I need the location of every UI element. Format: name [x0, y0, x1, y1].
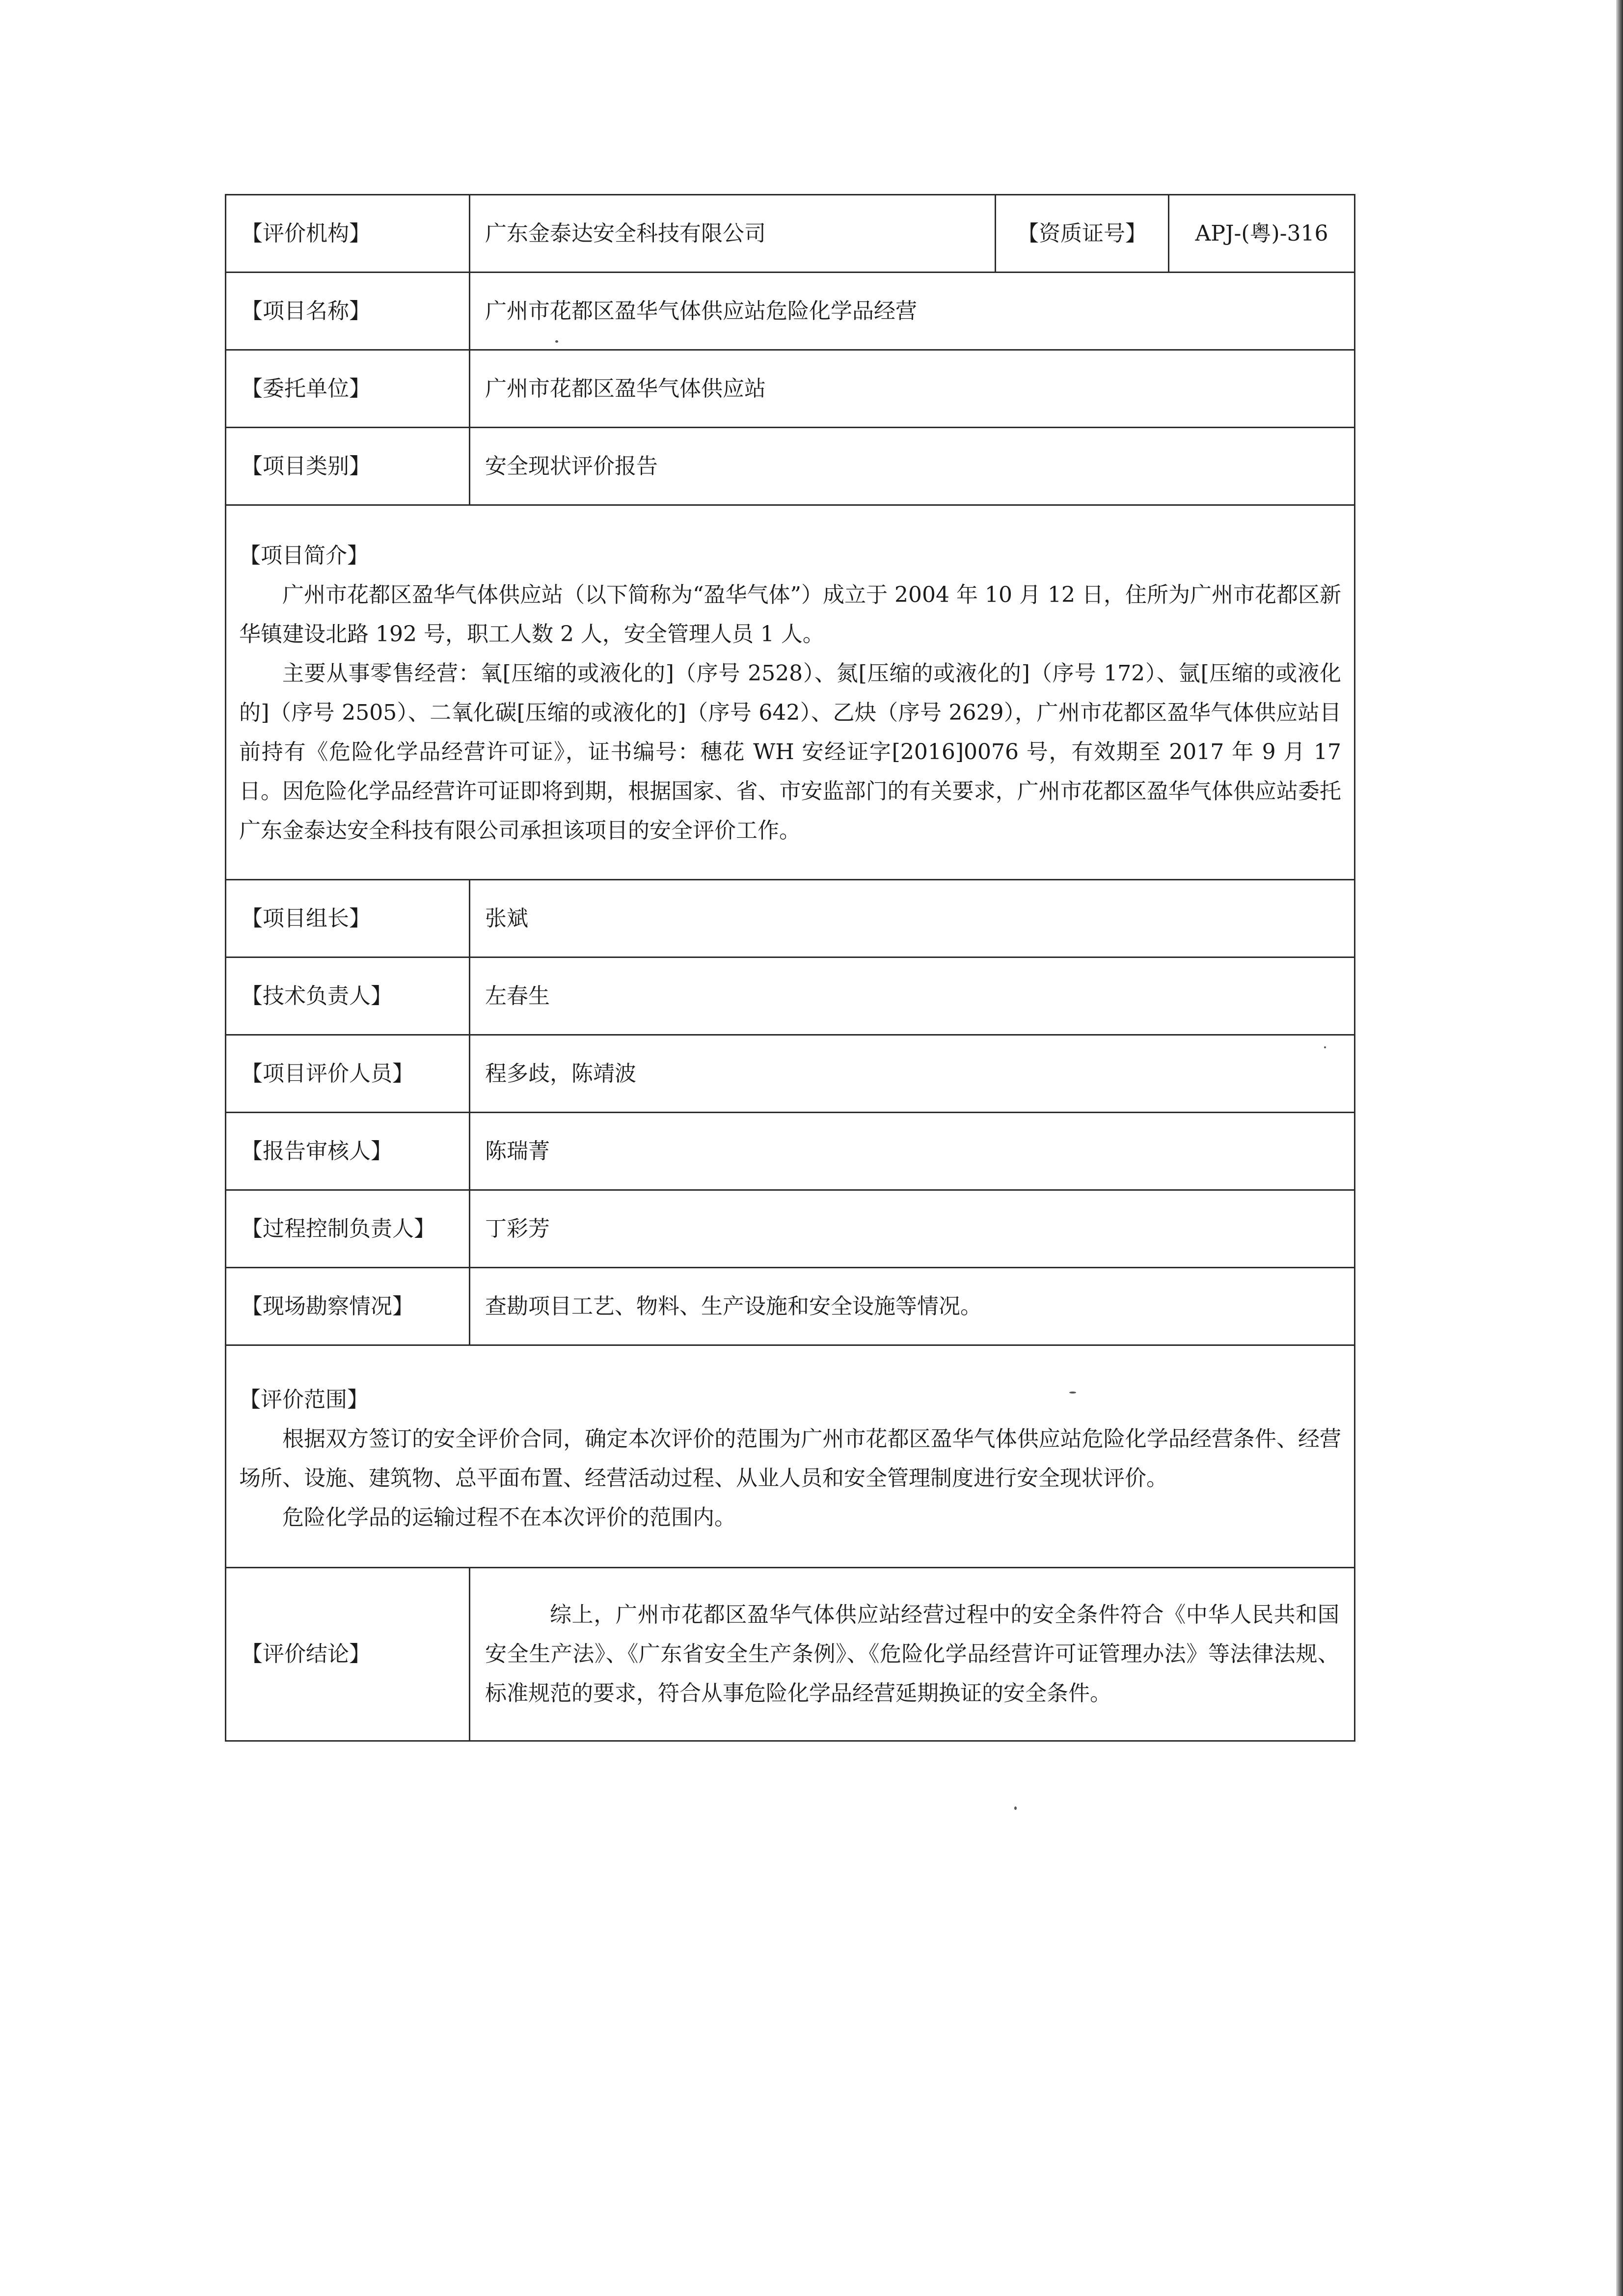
scope-label: 【评价范围】 — [239, 1387, 369, 1412]
field-label: 【项目名称】 — [226, 273, 470, 350]
people-row-process-control — [226, 1190, 1355, 1268]
scope-paragraph: 根据双方签订的安全评价合同，确定本次评价的范围为广州市花都区盈华气体供应站危险化学品经营条件、经营场所、设施、建筑物、总平面布置、经营活动过程、从业人员和安全管理制度进行安全现状评价。 — [239, 1426, 1341, 1491]
scan-speck — [555, 340, 558, 343]
field-value: 广州市花都区盈华气体供应站危险化学品经营 — [470, 273, 1355, 350]
intro-row — [226, 505, 1355, 880]
evaluation-info-table — [225, 194, 1355, 1742]
scan-page-edge — [1616, 0, 1623, 2296]
people-value: 程多歧，陈靖波 — [470, 1035, 1355, 1113]
intro-block — [226, 505, 1355, 880]
people-label: 【项目组长】 — [226, 880, 470, 957]
scope-block — [226, 1345, 1355, 1568]
people-value: 张斌 — [470, 880, 1355, 957]
people-value: 丁彩芳 — [470, 1190, 1355, 1268]
people-label: 【项目评价人员】 — [226, 1035, 470, 1113]
org-row — [226, 195, 1355, 273]
field-row-category — [226, 428, 1355, 505]
conclusion-block — [470, 1568, 1355, 1741]
field-value: 广州市花都区盈华气体供应站 — [470, 350, 1355, 428]
cert-value: APJ-(粤)-316 — [1169, 195, 1355, 273]
people-row-site-survey — [226, 1268, 1355, 1345]
scope-paragraph: 危险化学品的运输过程不在本次评价的范围内。 — [282, 1505, 736, 1530]
people-value: 查勘项目工艺、物料、生产设施和安全设施等情况。 — [470, 1268, 1355, 1345]
people-label: 【报告审核人】 — [226, 1113, 470, 1190]
people-row-reviewer — [226, 1113, 1355, 1190]
people-label: 【技术负责人】 — [226, 957, 470, 1035]
field-label: 【项目类别】 — [226, 428, 470, 505]
scan-speck — [1014, 1806, 1017, 1810]
people-value: 陈瑞菁 — [470, 1113, 1355, 1190]
people-label: 【过程控制负责人】 — [226, 1190, 470, 1268]
intro-label: 【项目简介】 — [239, 543, 369, 568]
scope-row — [226, 1345, 1355, 1568]
conclusion-label: 【评价结论】 — [226, 1568, 470, 1741]
scan-speck — [1324, 1046, 1326, 1048]
org-label: 【评价机构】 — [226, 195, 470, 273]
people-label: 【现场勘察情况】 — [226, 1268, 470, 1345]
intro-paragraph: 主要从事零售经营：氧[压缩的或液化的]（序号 2528）、氮[压缩的或液化的]（序号 172）、氩[压缩的或液化的]（序号 2505）、二氧化碳[压缩的或液化的]（序号 642）、乙炔（序号 2629），广州市花都区盈华气体供应站目前持有《危险化学品经营许可证》，证书编号：穗花 WH 安经证字[2016]0076 号，有效期至 2017 年 9 月 17 日。因危险化学品经营许可证即将到期，根据国家、省、市安监部门的有关要求，广州市花都区盈华气体供应站委托广东金泰达安全科技有限公司承担该项目的安全评价工作。 — [239, 661, 1341, 843]
intro-paragraph: 广州市花都区盈华气体供应站（以下简称为“盈华气体”）成立于 2004 年 10 月 12 日，住所为广州市花都区新华镇建设北路 192 号，职工人数 2 人，安全管理人员 1 人。 — [239, 582, 1341, 647]
people-row-leader — [226, 880, 1355, 957]
field-label: 【委托单位】 — [226, 350, 470, 428]
field-row-project-name — [226, 273, 1355, 350]
field-value: 安全现状评价报告 — [470, 428, 1355, 505]
conclusion-text: 综上，广州市花都区盈华气体供应站经营过程中的安全条件符合《中华人民共和国安全生产法》、《广东省安全生产条例》、《危险化学品经营许可证管理办法》等法律法规、标准规范的要求，符合从事危险化学品经营延期换证的安全条件。 — [485, 1602, 1339, 1706]
org-value: 广东金泰达安全科技有限公司 — [470, 195, 996, 273]
conclusion-row — [226, 1568, 1355, 1741]
people-row-evaluators — [226, 1035, 1355, 1113]
field-row-client — [226, 350, 1355, 428]
people-row-tech — [226, 957, 1355, 1035]
scan-speck — [1069, 1392, 1076, 1394]
people-value: 左春生 — [470, 957, 1355, 1035]
cert-label: 【资质证号】 — [996, 195, 1169, 273]
